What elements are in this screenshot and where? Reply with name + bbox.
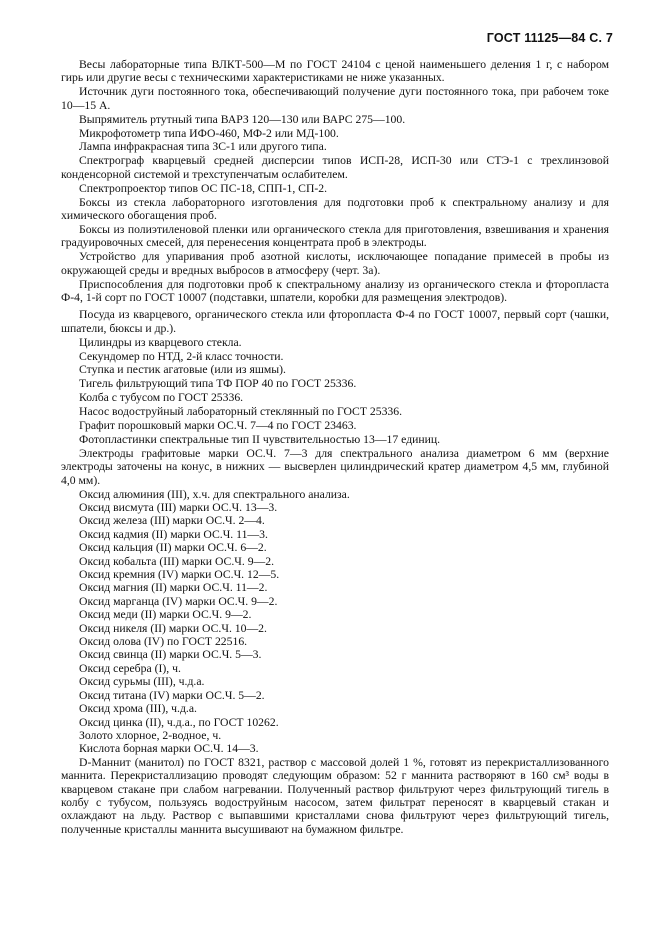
paragraph: Оксид кремния (IV) марки ОС.Ч. 12—5. [79, 568, 280, 582]
paragraph: Оксид никеля (II) марки ОС.Ч. 10—2. [79, 621, 267, 635]
page-header: ГОСТ 11125—84 С. 7 [486, 31, 613, 45]
paragraph: Кислота борная марки ОС.Ч. 14—3. [79, 742, 259, 756]
paragraph: Оксид кобальта (III) марки ОС.Ч. 9—2. [79, 554, 274, 568]
paragraph: Оксид кальция (II) марки ОС.Ч. 6—2. [79, 541, 267, 555]
paragraph: Цилиндры из кварцевого стекла. [79, 335, 242, 349]
paragraph: Фотопластинки спектральные тип II чувствительностью 13—17 единиц. [79, 432, 441, 446]
paragraph: Секундомер по НТД, 2-й класс точности. [79, 349, 284, 363]
paragraph: Ступка и пестик агатовые (или из яшмы). [79, 363, 286, 377]
paragraph: Весы лабораторные типа ВЛКТ-500—М по ГОСТ 24104 с ценой наименьшего деления 1 г, с набором гирь или другие весы с техническими характеристиками не ниже указанных. [61, 58, 609, 85]
paragraph: Тигель фильтрующий типа ТФ ПОР 40 по ГОСТ 25336. [79, 377, 357, 391]
paragraph: Золото хлорное, 2-водное, ч. [79, 728, 222, 742]
paragraph: Оксид марганца (IV) марки ОС.Ч. 9—2. [79, 594, 278, 608]
paragraph: Спектрограф кварцевый средней дисперсии типов ИСП-28, ИСП-30 или СТЭ-1 с трехлинзовой конденсорной системой и трехступенчатым ослабителем. [61, 154, 609, 181]
paragraph: Оксид цинка (II), ч.д.а., по ГОСТ 10262. [79, 715, 279, 729]
document-body [61, 58, 609, 837]
paragraph: Лампа инфракрасная типа ЗС-1 или другого типа. [79, 140, 327, 154]
paragraph: Насос водоструйный лабораторный стеклянный по ГОСТ 25336. [79, 405, 403, 419]
paragraph: Устройство для упаривания проб азотной кислоты, исключающее попадание примесей в пробы из окружающей среды и вредных выбросов в атмосферу (черт. 3а). [61, 250, 609, 277]
paragraph: Оксид висмута (III) марки ОС.Ч. 13—3. [79, 501, 278, 514]
paragraph: Спектропроектор типов ОС ПС-18, СПП-1, СП-2. [79, 181, 328, 195]
paragraph: Графит порошковый марки ОС.Ч. 7—4 по ГОСТ 23463. [79, 419, 357, 433]
paragraph: Колба с тубусом по ГОСТ 25336. [79, 391, 244, 405]
paragraph: Оксид серебра (I), ч. [79, 661, 181, 675]
paragraph: Боксы из полиэтиленовой пленки или органического стекла для приготовления, взвешивания и хранения градуировочных смесей, для перенесения концентрата проб в электроды. [61, 222, 609, 250]
paragraph: Оксид титана (IV) марки ОС.Ч. 5—2. [79, 688, 265, 702]
paragraph: Оксид алюминия (III), х.ч. для спектрального анализа. [79, 487, 350, 501]
paragraph: Посуда из кварцевого, органического стекла или фторопласта Ф-4 по ГОСТ 10007, первый сорт (чашки, шпатели, бюксы и др.). [61, 308, 609, 335]
paragraph: Оксид магния (II) марки ОС.Ч. 11—2. [79, 581, 268, 595]
paragraph: Оксид сурьмы (III), ч.д.а. [79, 675, 205, 689]
paragraph: Оксид меди (II) марки ОС.Ч. 9—2. [79, 608, 252, 622]
paragraph: Выпрямитель ртутный типа ВАРЗ 120—130 или ВАРС 275—100. [79, 112, 406, 126]
paragraph: Оксид свинца (II) марки ОС.Ч. 5—3. [79, 648, 262, 662]
paragraph: Источник дуги постоянного тока, обеспечивающий получение дуги постоянного тока, при рабочем токе 10—15 А. [61, 85, 609, 112]
paragraph: Микрофотометр типа ИФО-460, МФ-2 или МД-100. [79, 126, 339, 140]
paragraph: Оксид хрома (III), ч.д.а. [79, 702, 197, 716]
paragraph: Боксы из стекла лабораторного изготовления для подготовки проб к спектральному анализу и для химического обогащения проб. [61, 195, 609, 222]
paragraph: Электроды графитовые марки ОС.Ч. 7—3 для спектрального анализа диаметром 6 мм (верхние электроды заточены на конус, в нижних — высверлен цилиндрический кратер диаметром 4,5 мм, глубиной 4,0 мм). [61, 446, 609, 487]
paragraph: Оксид олова (IV) по ГОСТ 22516. [79, 635, 248, 649]
paragraph: D-Маннит (манитол) по ГОСТ 8321, раствор с массовой долей 1 %, готовят из перекристаллизованного маннита. Перекристаллизацию проводят следующим образом: 52 г маннита растворяют в 160 см³ воды в кварцевом стакане при слабом нагревании. Полученный раствор фильтруют через фильтрующий тигель в колбу с тубусом, пользуясь водоструйным насосом, затем фильтрат переносят в кварцевый стакан и охлаждают на льду. Раствор с выпавшими кристаллами снова фильтруют через фильтрующий тигель, полученные кристаллы маннита высушивают на бумажном фильтре. [61, 755, 609, 836]
paragraph: Приспособления для подготовки проб к спектральному анализу из органического стекла и фторопласта Ф-4, 1-й сорт по ГОСТ 10007 (подставки, шпатели, коробки для размещения электродов). [61, 277, 609, 304]
paragraph: Оксид кадмия (II) марки ОС.Ч. 11—3. [79, 527, 268, 541]
paragraph: Оксид железа (III) марки ОС.Ч. 2—4. [79, 514, 265, 528]
